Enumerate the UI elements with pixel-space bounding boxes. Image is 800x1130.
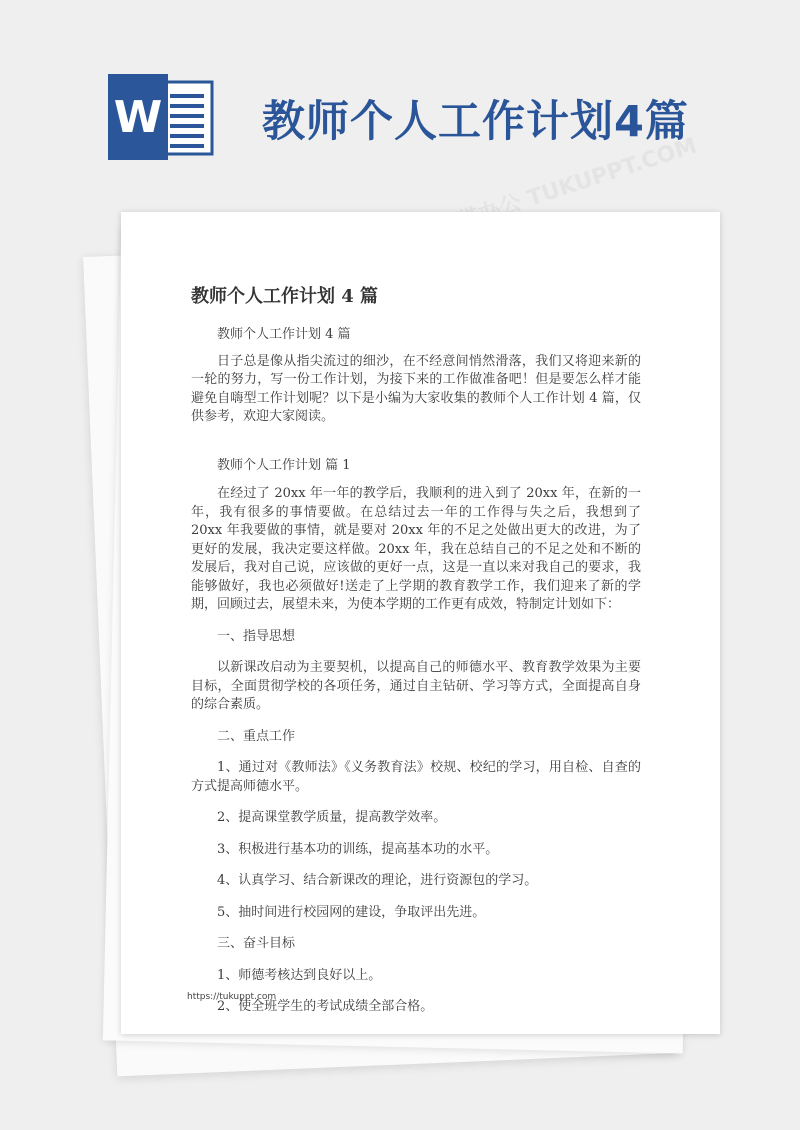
list-item: 2、使全班学生的考试成绩全部合格。 bbox=[217, 999, 434, 1014]
list-item: 3、积极进行基本功的训练，提高基本功的水平。 bbox=[217, 841, 499, 857]
watermark: 熊猫办公 TUKUPPT.COM bbox=[433, 133, 700, 242]
intro-paragraph: 日子总是像从指尖流过的细沙，在不经意间悄然滑落，我们又将迎来新的一轮的努力，写一份工作计划，为接下来的工作做准备吧！但是要怎么样才能避免自嗨型工作计划呢？以下是小编为大家收集的教师个人工作计划 4 篇，仅供参考，欢迎大家阅读。 bbox=[191, 353, 641, 424]
section-heading: 教师个人工作计划 篇 1 bbox=[217, 457, 351, 473]
list-item: 5、抽时间进行校园网的建设，争取评出先进。 bbox=[217, 904, 486, 920]
subtitle-line: 教师个人工作计划 4 篇 bbox=[217, 327, 351, 342]
section-heading: 二、重点工作 bbox=[217, 728, 296, 744]
section-heading: 三、奋斗目标 bbox=[217, 936, 296, 951]
document-page bbox=[121, 212, 720, 1034]
section-heading: 一、指导思想 bbox=[217, 628, 296, 644]
list-item: 1、师德考核达到良好以上。 bbox=[217, 967, 382, 983]
list-item: 4、认真学习、结合新课改的理论，进行资源包的学习。 bbox=[217, 873, 538, 888]
body-paragraph: 以新课改启动为主要契机，以提高自己的师德水平、教育教学效果为主要目标，全面贯彻学校的各项任务，通过自主钻研、学习等方式，全面提高自身的综合素质。 bbox=[191, 660, 641, 712]
page-title: 教师个人工作计划4篇 bbox=[262, 97, 689, 147]
document-body bbox=[191, 326, 641, 1017]
list-item: 1、通过对《教师法》《义务教育法》校规、校纪的学习，用自检、自查的方式提高师德水平。 bbox=[191, 760, 641, 794]
word-document-icon bbox=[108, 74, 220, 160]
list-item: 2、提高课堂教学质量，提高教学效率。 bbox=[217, 810, 447, 825]
document-title: 教师个人工作计划 4 篇 bbox=[191, 286, 379, 307]
header bbox=[0, 0, 800, 200]
logo-letter: W bbox=[113, 92, 163, 143]
body-paragraph: 在经过了 20xx 年一年的教学后，我顺利的进入到了 20xx 年，在新的一年，我有很多的事情要做。在总结过去一年的工作得与失之后，我想到了 20xx 年我要做的事情，就是要对 20xx 年的不足之处做出更大的改进，为了更好的发展，我决定要这样做。20xx 年，我在总结自己的不足之处和不断的发展后，我对自己说，应该做的更好一点，这是一直以来对我自己的要求，我能够做好，我也必须做好!送走了上学期的教育教学工作，我们迎来了新的学期，回顾过去，展望未来，为使本学期的工作更有成效，特制定计划如下： bbox=[191, 486, 641, 612]
footer-url[interactable]: https://tukuppt.com bbox=[187, 992, 277, 1002]
